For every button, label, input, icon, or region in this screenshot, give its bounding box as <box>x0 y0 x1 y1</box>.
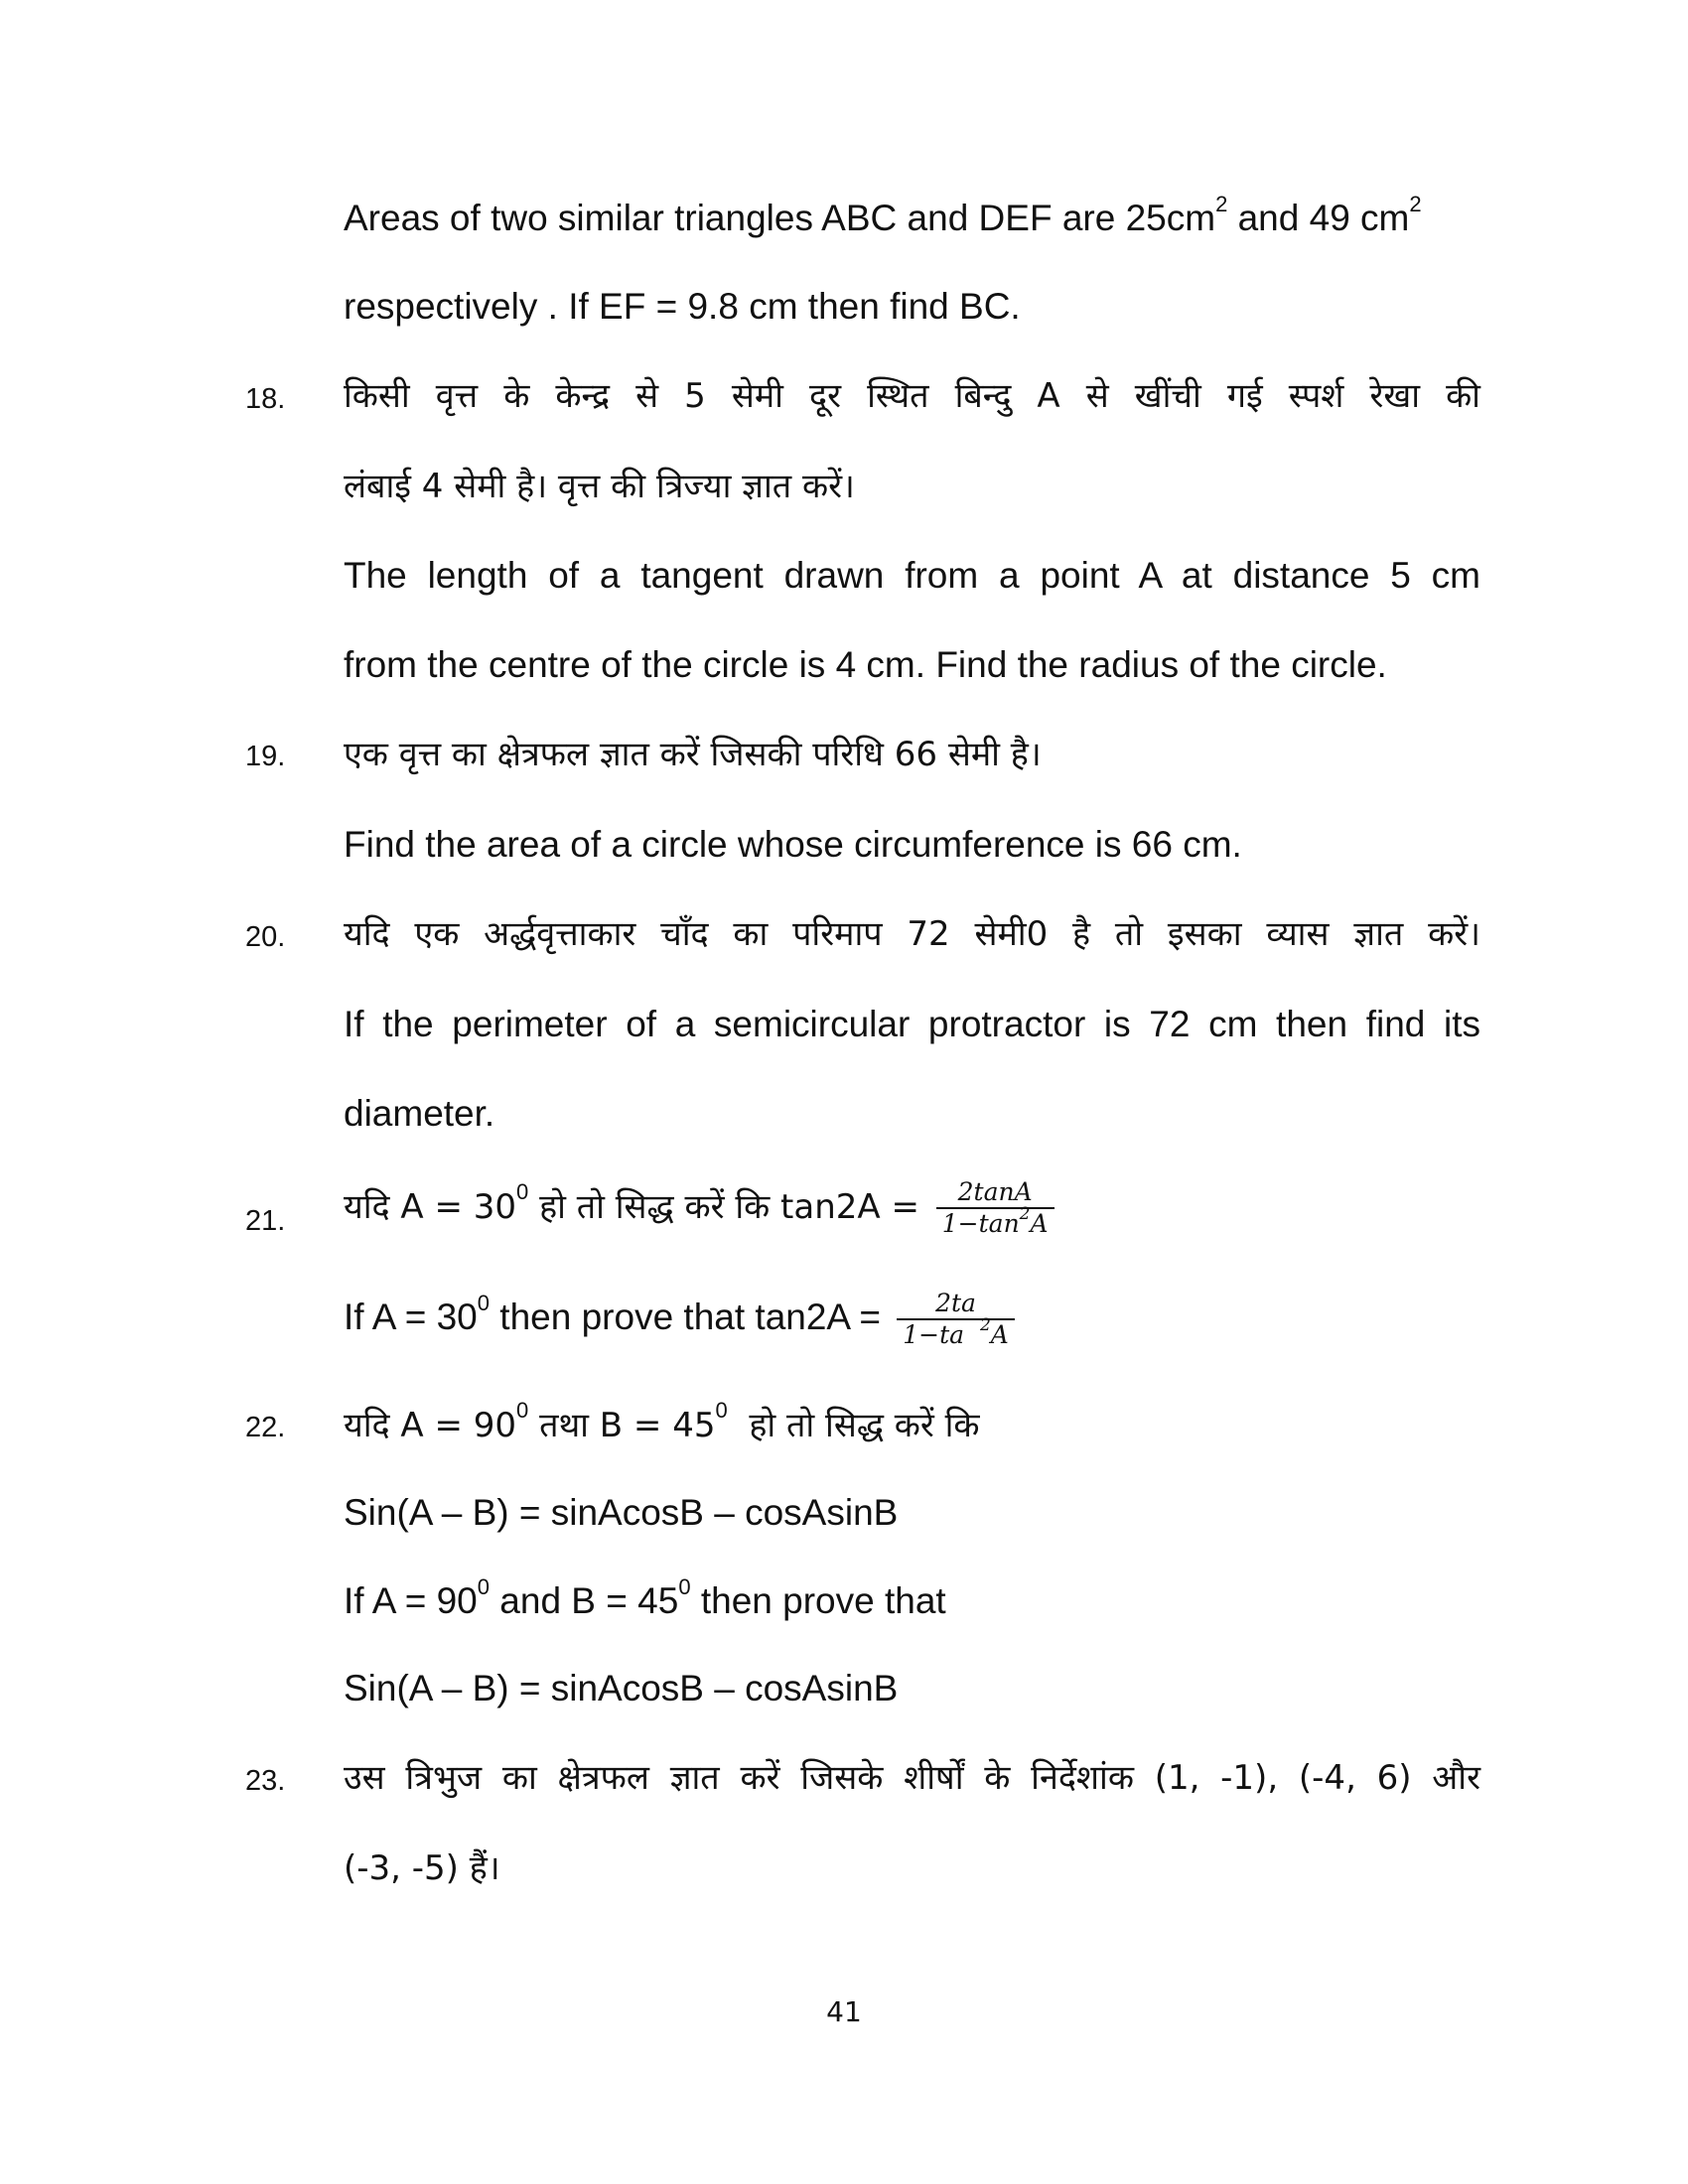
q21-english-text-b: then prove that tan2A = <box>490 1297 892 1337</box>
q23-number: 23. <box>245 1765 286 1797</box>
q17-english-line-2: respectively . If EF = 9.8 cm then find BC. <box>344 286 1021 327</box>
q22-hindi-line <box>344 1397 1480 1449</box>
q22-hindi-superscript-1: 0 <box>516 1397 529 1423</box>
q19-english-line-1: Find the area of a circle whose circumference is 66 cm. <box>344 824 1242 865</box>
q21-hindi-superscript: 0 <box>516 1178 529 1204</box>
q21-hindi-den-a: 1−tan <box>941 1209 1020 1239</box>
q22-english-superscript-1: 0 <box>477 1573 491 1599</box>
q22-formula-2: Sin(A – B) = sinAcosB – cosAsinB <box>344 1668 899 1708</box>
q22-hindi-superscript-2: 0 <box>715 1397 728 1423</box>
q21-english-text-a: If A = 30 <box>344 1297 478 1337</box>
q22-english-superscript-2: 0 <box>678 1573 691 1599</box>
q20-english-line-1: If the perimeter of a semicircular protractor is 72 cm then find its <box>344 1004 1480 1044</box>
q21-hindi-line <box>344 1166 1480 1247</box>
q18-english-line-1: The length of a tangent drawn from a point A at distance 5 cm <box>344 555 1480 596</box>
q18-number: 18. <box>245 383 286 415</box>
q21-hindi-fraction <box>936 1177 1055 1239</box>
q22-hindi-text-a: यदि A = 90 <box>344 1406 517 1445</box>
q21-english-fraction-denominator <box>897 1314 1015 1350</box>
q23-hindi-line-2: (-3, -5) हैं। <box>344 1848 500 1888</box>
q21-english-superscript: 0 <box>477 1290 491 1315</box>
q22-english-text-a: If A = 90 <box>344 1580 478 1621</box>
q18-hindi-line-2: लंबाई 4 सेमी है। वृत्त की त्रिज्या ज्ञात करें। <box>344 467 855 506</box>
q17-text-a: Areas of two similar triangles ABC and DEF are 25cm <box>344 198 1216 238</box>
q17-text-b: and 49 cm <box>1227 198 1410 238</box>
q21-hindi-fraction-numerator: 2tanA <box>936 1177 1055 1209</box>
q22-number: 22. <box>245 1412 286 1443</box>
q21-english-fraction <box>897 1289 1015 1350</box>
q21-hindi-fraction-denominator <box>936 1203 1055 1239</box>
q21-english-fraction-numerator: 2ta <box>897 1289 1015 1320</box>
q19-number: 19. <box>245 741 286 772</box>
q22-english-text-c: then prove that <box>690 1580 946 1621</box>
q18-hindi-line-1: किसी वृत्त के केन्द्र से 5 सेमी दूर स्थित बिन्दु A से खींची गई स्पर्श रेखा की <box>344 376 1480 416</box>
q22-formula-1: Sin(A – B) = sinAcosB – cosAsinB <box>344 1492 899 1533</box>
q22-hindi-text-c: हो तो सिद्ध करें कि <box>727 1406 980 1445</box>
q21-number: 21. <box>245 1205 286 1237</box>
q20-hindi-line-1: यदि एक अर्द्धवृत्ताकार चाँद का परिमाप 72 सेमी0 है तो इसका व्यास ज्ञात करें। <box>344 914 1480 954</box>
q21-hindi-den-b: A <box>1030 1209 1049 1239</box>
q17-superscript-1: 2 <box>1215 191 1228 216</box>
q20-number: 20. <box>245 921 286 953</box>
q21-english-line <box>344 1278 1480 1357</box>
q22-english-text-b: and B = 45 <box>490 1580 679 1621</box>
page-number: 41 <box>826 1995 862 2028</box>
q21-hindi-text-b: हो तो सिद्ध करें कि tan2A = <box>528 1187 930 1227</box>
q18-english-line-2: from the centre of the circle is 4 cm. Find the radius of the circle. <box>344 644 1387 685</box>
q19-hindi-line-1: एक वृत्त का क्षेत्रफल ज्ञात करें जिसकी परिधि 66 सेमी है। <box>344 735 1042 774</box>
q21-english-den-sup: 2 <box>979 1314 991 1335</box>
q22-english-line <box>344 1573 1480 1625</box>
q21-english-den-a: 1−ta <box>903 1320 980 1350</box>
q22-hindi-text-b: तथा B = 45 <box>528 1406 716 1445</box>
q23-hindi-line-1: उस त्रिभुज का क्षेत्रफल ज्ञात करें जिसके शीर्षों के निर्देशांक (1, -1), (-4, 6) और <box>344 1758 1480 1798</box>
q17-superscript-2: 2 <box>1409 191 1422 216</box>
q17-english-line-1 <box>344 191 1480 242</box>
q21-hindi-text-a: यदि A = 30 <box>344 1187 517 1227</box>
q21-english-den-b: A <box>990 1320 1009 1350</box>
q21-hindi-den-sup: 2 <box>1019 1203 1031 1224</box>
q20-english-line-2: diameter. <box>344 1093 495 1134</box>
